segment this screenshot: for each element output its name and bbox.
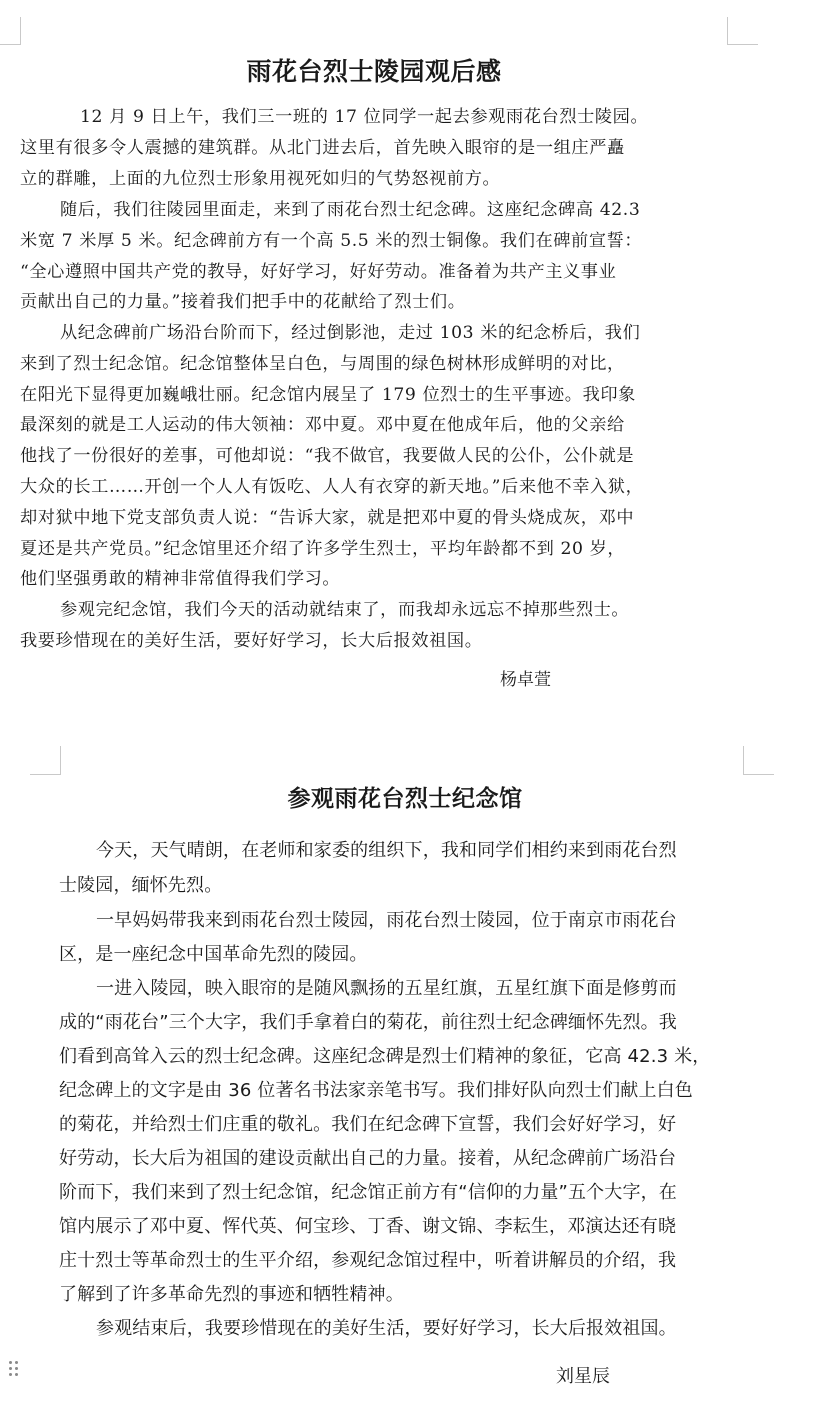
paragraph-line: 来到了烈士纪念馆。纪念馆整体呈白色，与周围的绿色树林形成鲜明的对比， — [20, 354, 625, 374]
paragraph-line: 参观完纪念馆，我们今天的活动就结束了，而我却永远忘不掉那些烈士。 — [60, 600, 630, 620]
essay-2-author: 刘星辰 — [556, 1366, 610, 1387]
paragraph-line: 庄十烈士等革命烈士的生平介绍，参观纪念馆过程中，听着讲解员的介绍，我 — [59, 1250, 677, 1271]
page-corner-mark — [743, 746, 774, 775]
paragraph-line: 士陵园，缅怀先烈。 — [59, 875, 223, 896]
paragraph-line: 他们坚强勇敢的精神非常值得我们学习。 — [20, 569, 341, 589]
paragraph-line: 在阳光下显得更加巍峨壮丽。纪念馆内展呈了 179 位烈士的生平事迹。我印象 — [20, 385, 636, 405]
paragraph-line: 参观结束后，我要珍惜现在的美好生活，要好好学习，长大后报效祖国。 — [96, 1318, 677, 1339]
page-corner-mark — [30, 746, 61, 775]
paragraph-line: 馆内展示了邓中夏、恽代英、何宝珍、丁香、谢文锦、李耘生，邓演达还有晓 — [59, 1216, 677, 1237]
paragraph-line: 贡献出自己的力量。”接着我们把手中的花献给了烈士们。 — [20, 292, 466, 312]
paragraph-line: 米宽 7 米厚 5 米。纪念碑前方有一个高 5.5 米的烈士铜像。我们在碑前宣誓： — [20, 231, 643, 251]
paragraph-line: 好劳动，长大后为祖国的建设贡献出自己的力量。接着，从纪念碑前广场沿台 — [59, 1148, 677, 1169]
paragraph-line: 最深刻的就是工人运动的伟大领袖：邓中夏。邓中夏在他成年后，他的父亲给 — [20, 415, 625, 435]
page-corner-mark — [0, 17, 21, 45]
drag-handle-icon[interactable] — [8, 1360, 20, 1378]
document-page-2 — [0, 740, 813, 1408]
paragraph-line: 立的群雕，上面的九位烈士形象用视死如归的气势怒视前方。 — [20, 169, 501, 189]
paragraph-line: 的菊花，并给烈士们庄重的敬礼。我们在纪念碑下宣誓，我们会好好学习，好 — [59, 1114, 677, 1135]
paragraph-line: 成的“雨花台”三个大字，我们手拿着白的菊花，前往烈士纪念碑缅怀先烈。我 — [59, 1012, 677, 1033]
paragraph-line: 纪念碑上的文字是由 36 位著名书法家亲笔书写。我们排好队向烈士们献上白色 — [59, 1080, 693, 1101]
paragraph-line: 他找了一份很好的差事，可他却说：“我不做官，我要做人民的公仆，公仆就是 — [20, 446, 635, 466]
paragraph-line: 大众的长工……开创一个人人有饭吃、人人有衣穿的新天地。”后来他不幸入狱， — [20, 477, 644, 497]
page-corner-mark — [727, 17, 758, 45]
paragraph-line: 这里有很多令人震撼的建筑群。从北门进去后，首先映入眼帘的是一组庄严矗 — [20, 138, 625, 158]
paragraph-line: 区，是一座纪念中国革命先烈的陵园。 — [59, 944, 368, 965]
paragraph-line: 我要珍惜现在的美好生活，要好好学习，长大后报效祖国。 — [20, 631, 483, 651]
essay-1-title: 雨花台烈士陵园观后感 — [246, 57, 502, 86]
paragraph-line: 却对狱中地下党支部负责人说：“告诉大家，就是把邓中夏的骨头烧成灰，邓中 — [20, 508, 635, 528]
paragraph-line: 阶而下，我们来到了烈士纪念馆，纪念馆正前方有“信仰的力量”五个大字，在 — [59, 1182, 677, 1203]
paragraph-line: 今天，天气晴朗，在老师和家委的组织下，我和同学们相约来到雨花台烈 — [96, 840, 677, 861]
paragraph-line: 12 月 9 日上午，我们三一班的 17 位同学一起去参观雨花台烈士陵园。 — [80, 107, 649, 127]
paragraph-line: 一早妈妈带我来到雨花台烈士陵园，雨花台烈士陵园，位于南京市雨花台 — [96, 910, 677, 931]
paragraph-line: 们看到高耸入云的烈士纪念碑。这座纪念碑是烈士们精神的象征，它高 42.3 米， — [59, 1046, 711, 1067]
paragraph-line: “全心遵照中国共产党的教导，好好学习，好好劳动。准备着为共产主义事业 — [20, 262, 617, 282]
essay-2-title: 参观雨花台烈士纪念馆 — [287, 786, 523, 812]
paragraph-line: 一进入陵园，映入眼帘的是随风飘扬的五星红旗，五星红旗下面是修剪而 — [96, 978, 677, 999]
paragraph-line: 夏还是共产党员。”纪念馆里还介绍了许多学生烈士，平均年龄都不到 20 岁， — [20, 539, 626, 559]
paragraph-line: 从纪念碑前广场沿台阶而下，经过倒影池，走过 103 米的纪念桥后，我们 — [60, 323, 641, 343]
paragraph-line: 了解到了许多革命先烈的事迹和牺牲精神。 — [59, 1284, 404, 1305]
essay-1-author: 杨卓萱 — [500, 670, 551, 690]
paragraph-line: 随后，我们往陵园里面走，来到了雨花台烈士纪念碑。这座纪念碑高 42.3 — [60, 200, 641, 220]
